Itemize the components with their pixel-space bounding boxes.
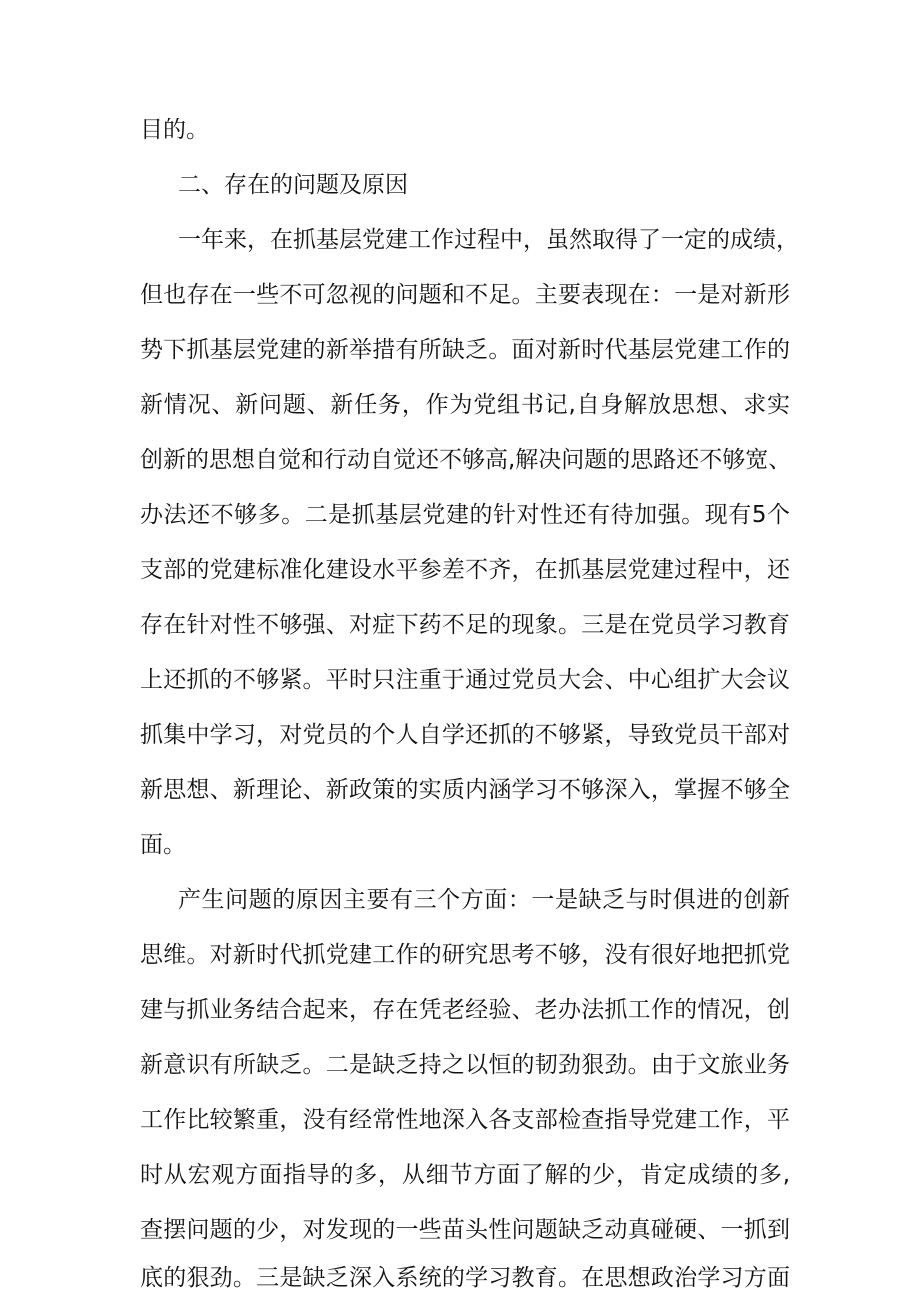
text-line-3: 一年来，在抓基层党建工作过程中，虽然取得了一定的成绩， xyxy=(178,227,799,253)
text-line-5: 势下抓基层党建的新举措有所缺乏。面对新时代基层党建工作的 xyxy=(140,337,790,363)
text-line-6: 新情况、新问题、新任务，作为党组书记,自身解放思想、求实 xyxy=(140,392,790,418)
text-line-8: 办法还不够多。二是抓基层党建的针对性还有待加强。现有5个 xyxy=(140,502,790,528)
text-line-10: 存在针对性不够强、对症下药不足的现象。三是在党员学习教育 xyxy=(140,612,790,638)
text-line-19: 工作比较繁重，没有经常性地深入各支部检查指导党建工作，平 xyxy=(140,1107,790,1133)
text-line-13: 新思想、新理论、新政策的实质内涵学习不够深入，掌握不够全 xyxy=(140,777,790,803)
text-line-16: 思维。对新时代抓党建工作的研究思考不够，没有很好地把抓党 xyxy=(140,942,790,968)
section-heading: 二、存在的问题及原因 xyxy=(178,172,408,198)
text-line-21: 查摆问题的少，对发现的一些苗头性问题缺乏动真碰硬、一抓到 xyxy=(140,1217,790,1243)
text-line-22: 底的狠劲。三是缺乏深入系统的学习教育。在思想政治学习方面 xyxy=(140,1265,790,1291)
text-line-18: 新意识有所缺乏。二是缺乏持之以恒的韧劲狠劲。由于文旅业务 xyxy=(140,1052,790,1078)
text-line-9: 支部的党建标准化建设水平参差不齐，在抓基层党建过程中，还 xyxy=(140,557,790,583)
text-line-11: 上还抓的不够紧。平时只注重于通过党员大会、中心组扩大会议 xyxy=(140,667,790,693)
text-line-15: 产生问题的原因主要有三个方面：一是缺乏与时俱进的创新 xyxy=(178,887,790,913)
text-line-7: 创新的思想自觉和行动自觉还不够高,解决问题的思路还不够宽、 xyxy=(140,447,792,473)
text-line-20: 时从宏观方面指导的多，从细节方面了解的少，肯定成绩的多, xyxy=(140,1162,790,1188)
text-line-17: 建与抓业务结合起来，存在凭老经验、老办法抓工作的情况，创 xyxy=(140,997,790,1023)
text-line-12: 抓集中学习，对党员的个人自学还抓的不够紧，导致党员干部对 xyxy=(140,722,790,748)
text-line-1: 目的。 xyxy=(140,117,209,143)
text-line-14: 面。 xyxy=(140,832,186,858)
text-line-4: 但也存在一些不可忽视的问题和不足。主要表现在：一是对新形 xyxy=(140,282,790,308)
